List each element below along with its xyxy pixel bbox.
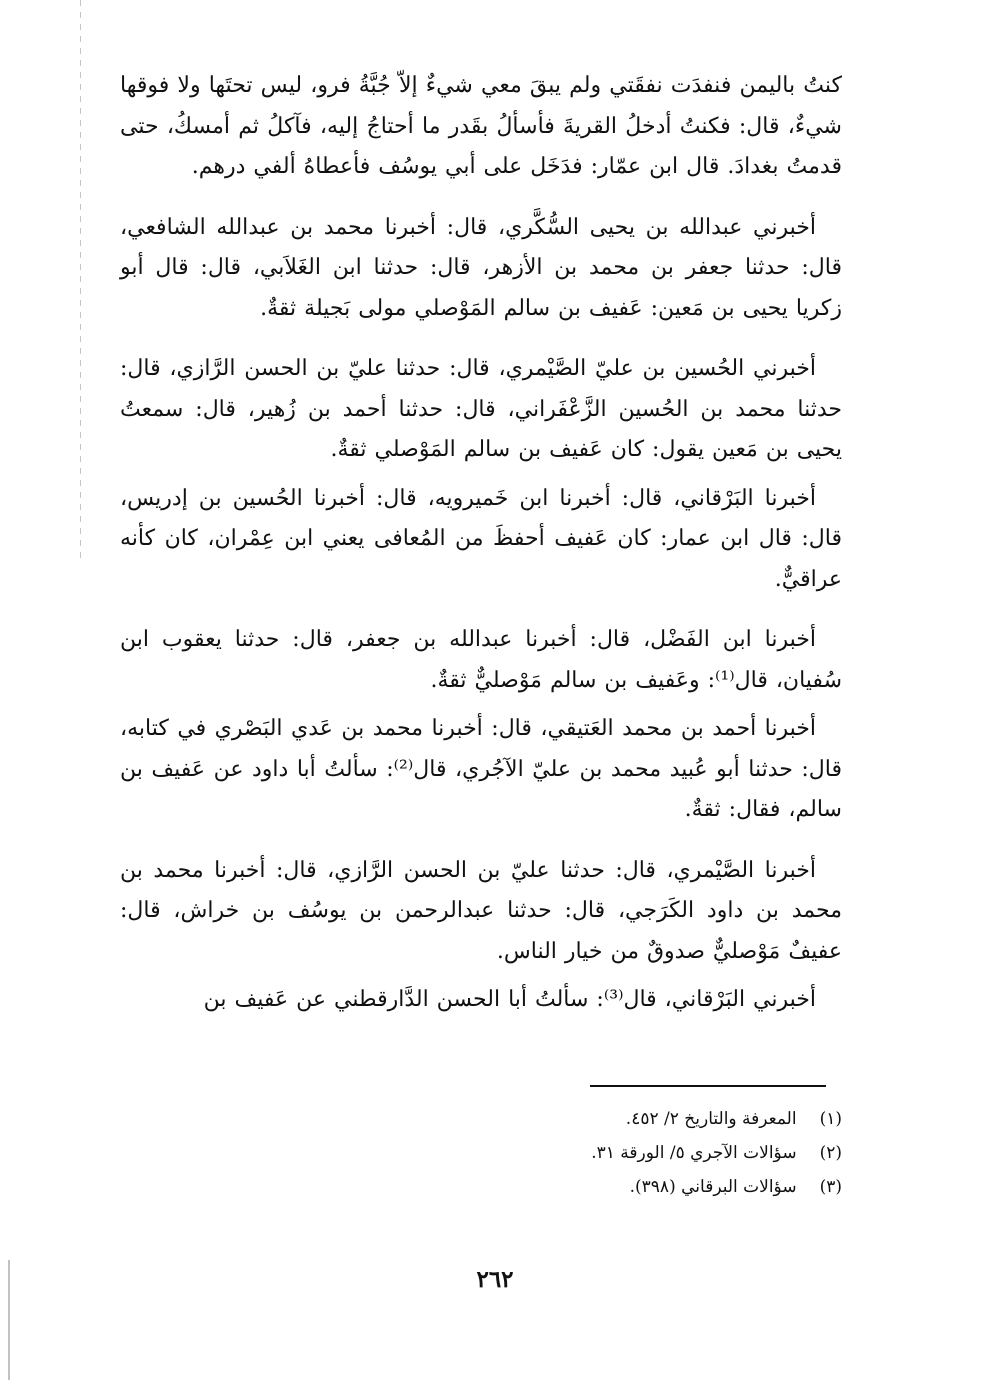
paragraph-6: أخبرنا أحمد بن محمد العَتيقي، قال: أخبرنا محمد بن عَدي البَصْري في كتابه، قال: حدثنا أبو عُبيد محمد بن عليّ الآجُري، قال⁽²⁾: سألتُ أبا داود عن عَفيف بن سالم، فقال: ثقةٌ. (120, 716, 842, 822)
paragraph-2: أخبرني عبدالله بن يحيى السُّكَّري، قال: أخبرنا محمد بن عبدالله الشافعي، قال: حدثنا جعفر بن محمد بن الأزهر، قال: حدثنا ابن الغَلاَبي، قال: قال أبو زكريا يحيى بن مَعين: عَفيف بن سالم المَوْصلي مولى بَجيلة ثقةٌ. (120, 214, 843, 321)
paragraph-5: أخبرنا ابن الفَضْل، قال: أخبرنا عبدالله بن جعفر، قال: حدثنا يعقوب ابن سُفيان، قال⁽¹⁾: وعَفيف بن سالم مَوْصليٌّ ثقةٌ. (120, 627, 842, 693)
footnotes (400, 1102, 842, 1204)
paragraph-8: أخبرني البَرْقاني، قال⁽³⁾: سألتُ أبا الحسن الدَّارقطني عن عَفيف بن (203, 987, 816, 1012)
footnote-number: (١) (819, 1109, 842, 1129)
paragraph-7: أخبرنا الصَّيْمري، قال: حدثنا عليّ بن الحسن الرَّازي، قال: أخبرنا محمد بن محمد بن داود الكَرَجي، قال: حدثنا عبدالرحمن بن يوسُف بن خراش، قال: عفيفٌ مَوْصليٌّ صدوقٌ من خيار الناس. (120, 857, 842, 964)
footnote-text: المعرفة والتاريخ ٢/ ٤٥٢. (625, 1109, 797, 1129)
page-number: ٢٦٢ (476, 1266, 514, 1293)
footnote-divider (590, 1085, 826, 1087)
paragraph-3: أخبرني الحُسين بن عليّ الصَّيْمري، قال: حدثنا عليّ بن الحسن الرَّازي، قال: حدثنا محمد بن الحُسين الزَّعْفَراني، قال: حدثنا أحمد بن زُهير، قال: سمعتُ يحيى بن مَعين يقول: كان عَفيف بن سالم المَوْصلي ثقةٌ. (120, 356, 842, 462)
footnote-number: (٢) (819, 1143, 842, 1163)
scan-edge-mark-bottom (8, 1260, 10, 1380)
footnote-1 (400, 1102, 842, 1136)
paragraph-1: كنتُ باليمن فنفدَت نفقَتي ولم يبقَ معي شيءٌ إلاّ جُبَّةُ فرو، ليس تحتَها ولا فوقها شيءٌ، قال: فكنتُ أدخلُ القريةَ فأسألُ بقَدر ما أحتاجُ إليه، فآكلُ ثم أمسكُ، حتى قدمتُ بغدادَ. قال ابن عمّار: فدَخَل على أبي يوسُف فأعطاهُ ألفي درهم. (120, 73, 842, 179)
paragraph-4: أخبرنا البَرْقاني، قال: أخبرنا ابن خَميرويه، قال: أخبرنا الحُسين بن إدريس، قال: قال ابن عمار: كان عَفيف أحفظَ من المُعافى يعني ابن عِمْران، كان كأنه عراقيٌّ. (120, 485, 842, 592)
scan-edge-mark-top (80, 0, 81, 560)
footnote-text: سؤالات الآجري ٥/ الورقة ٣١. (591, 1143, 797, 1163)
footnote-text: سؤالات البرقاني (٣٩٨). (629, 1177, 797, 1197)
footnote-3 (400, 1170, 842, 1204)
page-body (120, 66, 842, 1041)
footnote-number: (٣) (819, 1177, 842, 1197)
footnote-2 (400, 1136, 842, 1170)
